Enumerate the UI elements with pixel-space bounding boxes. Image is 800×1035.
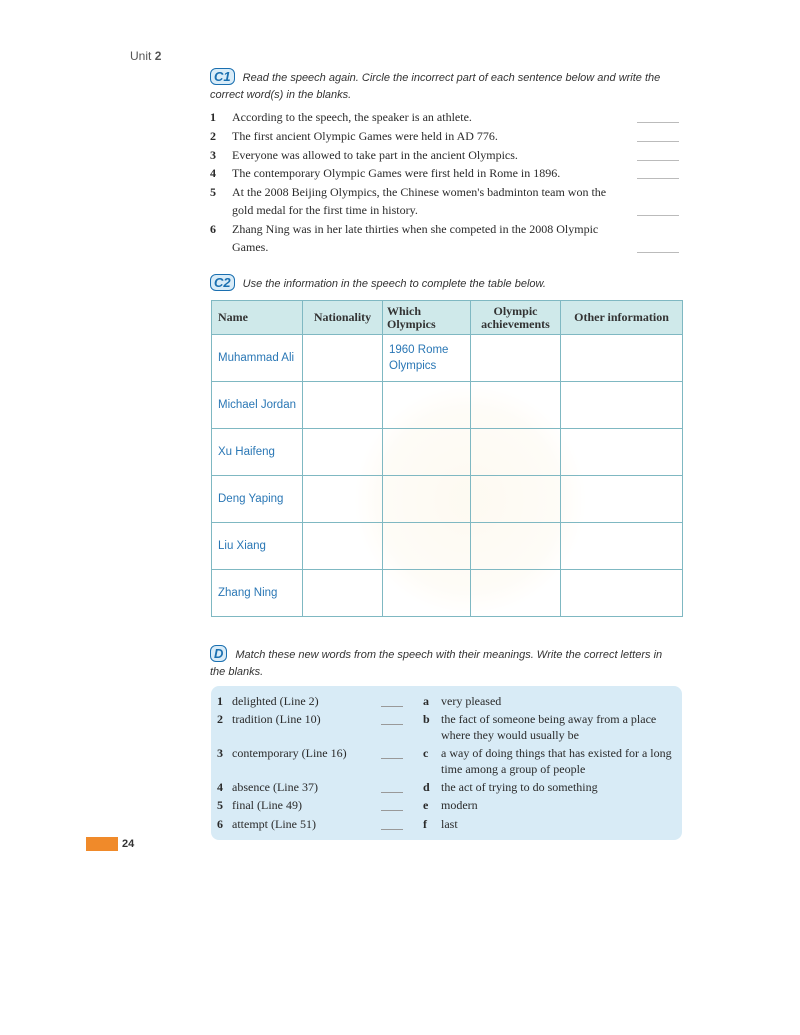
meaning-letter: d (423, 780, 430, 794)
answer-blank[interactable] (637, 122, 679, 123)
table-header-row (212, 301, 683, 335)
answer-blank[interactable] (381, 810, 403, 811)
cell-achievements[interactable] (471, 523, 561, 570)
meaning-item-b (423, 711, 673, 743)
c1-item-text: According to the speech, the speaker is an athlete. (232, 110, 472, 124)
cell-achievements[interactable] (471, 382, 561, 429)
cell-olympics[interactable]: 1960 Rome Olympics (383, 335, 471, 382)
cell-olympics[interactable] (383, 476, 471, 523)
c1-item-text: At the 2008 Beijing Olympics, the Chinese women's badminton team won the gold medal for the first time in history. (232, 185, 607, 217)
word-text: final (Line 49) (232, 798, 302, 812)
cell-name: Muhammad Ali (212, 335, 303, 382)
word-item-6 (217, 816, 316, 832)
d-instruction (210, 645, 680, 681)
table-row (212, 335, 683, 382)
meaning-letter: c (423, 746, 429, 760)
cell-other[interactable] (561, 476, 683, 523)
page-marker-bar (86, 837, 118, 851)
table-row (212, 382, 683, 429)
c2-instruction (210, 274, 680, 293)
cell-nationality[interactable] (303, 429, 383, 476)
column-header-achievements: Olympic achievements (471, 301, 561, 335)
answer-blank[interactable] (381, 706, 403, 707)
word-number: 2 (217, 712, 223, 726)
column-header-which-olympics: Which Olympics (383, 301, 471, 335)
c1-item-number: 3 (210, 148, 216, 162)
answer-blank[interactable] (637, 252, 679, 253)
meaning-letter: e (423, 798, 429, 812)
cell-nationality[interactable] (303, 523, 383, 570)
meaning-text: very pleased (441, 694, 502, 708)
answer-blank[interactable] (637, 215, 679, 216)
word-number: 4 (217, 780, 223, 794)
meaning-item-a (423, 693, 673, 709)
c1-item-number: 4 (210, 166, 216, 180)
meaning-text: a way of doing things that has existed for a long time among a group of people (441, 746, 672, 776)
meaning-letter: f (423, 817, 427, 831)
c1-item-text: Zhang Ning was in her late thirties when she competed in the 2008 Olympic Games. (232, 222, 599, 254)
cell-achievements[interactable] (471, 429, 561, 476)
word-text: delighted (Line 2) (232, 694, 319, 708)
word-number: 6 (217, 817, 223, 831)
page-number: 24 (122, 838, 135, 850)
answer-blank[interactable] (381, 758, 403, 759)
cell-nationality[interactable] (303, 476, 383, 523)
unit-label (130, 49, 161, 63)
meaning-item-f (423, 816, 673, 832)
meaning-text: the act of trying to do something (441, 780, 598, 794)
answer-blank[interactable] (381, 829, 403, 830)
meaning-text: modern (441, 798, 478, 812)
cell-other[interactable] (561, 335, 683, 382)
cell-olympics[interactable] (383, 429, 471, 476)
c1-item-text: The first ancient Olympic Games were held in AD 776. (232, 129, 498, 143)
c1-item-number: 5 (210, 185, 216, 199)
word-item-5 (217, 797, 302, 813)
word-item-3 (217, 745, 347, 761)
column-header-nationality: Nationality (303, 301, 383, 335)
cell-nationality[interactable] (303, 570, 383, 617)
meaning-item-d (423, 779, 673, 795)
c2-instruction-text: Use the information in the speech to complete the table below. (242, 278, 546, 290)
cell-other[interactable] (561, 429, 683, 476)
meaning-item-e (423, 797, 673, 813)
c1-item-text: Everyone was allowed to take part in the ancient Olympics. (232, 148, 518, 162)
column-header-name: Name (212, 301, 303, 335)
word-number: 1 (217, 694, 223, 708)
cell-achievements[interactable] (471, 335, 561, 382)
word-item-4 (217, 779, 318, 795)
cell-name: Xu Haifeng (212, 429, 303, 476)
word-item-2 (217, 711, 321, 727)
d-badge: D (210, 645, 227, 662)
c1-item-number: 1 (210, 110, 216, 124)
table-row (212, 429, 683, 476)
c1-badge: C1 (210, 68, 235, 85)
cell-name: Liu Xiang (212, 523, 303, 570)
meaning-letter: b (423, 712, 430, 726)
cell-olympics[interactable] (383, 523, 471, 570)
table-row (212, 476, 683, 523)
word-text: absence (Line 37) (232, 780, 318, 794)
cell-name: Zhang Ning (212, 570, 303, 617)
word-item-1 (217, 693, 319, 709)
answer-blank[interactable] (637, 178, 679, 179)
cell-nationality[interactable] (303, 335, 383, 382)
meaning-letter: a (423, 694, 429, 708)
table-row (212, 570, 683, 617)
cell-name: Deng Yaping (212, 476, 303, 523)
matching-box (211, 686, 682, 840)
c1-item-number: 2 (210, 129, 216, 143)
word-number: 3 (217, 746, 223, 760)
word-text: tradition (Line 10) (232, 712, 321, 726)
unit-number: 2 (154, 49, 162, 63)
meaning-item-c (423, 745, 673, 777)
meaning-text: the fact of someone being away from a place where they would usually be (441, 712, 657, 742)
word-number: 5 (217, 798, 223, 812)
answer-blank[interactable] (637, 160, 679, 161)
cell-olympics[interactable] (383, 570, 471, 617)
word-text: attempt (Line 51) (232, 817, 316, 831)
table-row (212, 523, 683, 570)
c1-item-text: The contemporary Olympic Games were first held in Rome in 1896. (232, 166, 561, 180)
cell-achievements[interactable] (471, 476, 561, 523)
meaning-text: last (441, 817, 458, 831)
cell-other[interactable] (561, 570, 683, 617)
c2-table (211, 300, 683, 617)
cell-olympics[interactable] (383, 382, 471, 429)
answer-blank[interactable] (637, 141, 679, 142)
unit-label-text: Unit (130, 49, 152, 63)
answer-blank[interactable] (381, 724, 403, 725)
c2-badge: C2 (210, 274, 235, 291)
c1-item-number: 6 (210, 222, 216, 236)
cell-achievements[interactable] (471, 570, 561, 617)
column-header-other-information: Other information (561, 301, 683, 335)
word-text: contemporary (Line 16) (232, 746, 347, 760)
answer-blank[interactable] (381, 792, 403, 793)
cell-other[interactable] (561, 523, 683, 570)
d-instruction-text: Match these new words from the speech with their meanings. Write the correct letters in the blanks. (210, 649, 663, 678)
cell-other[interactable] (561, 382, 683, 429)
c1-instruction (210, 68, 680, 104)
cell-nationality[interactable] (303, 382, 383, 429)
c1-instruction-text: Read the speech again. Circle the incorrect part of each sentence below and write the correct word(s) in the blanks. (210, 72, 661, 101)
cell-name: Michael Jordan (212, 382, 303, 429)
